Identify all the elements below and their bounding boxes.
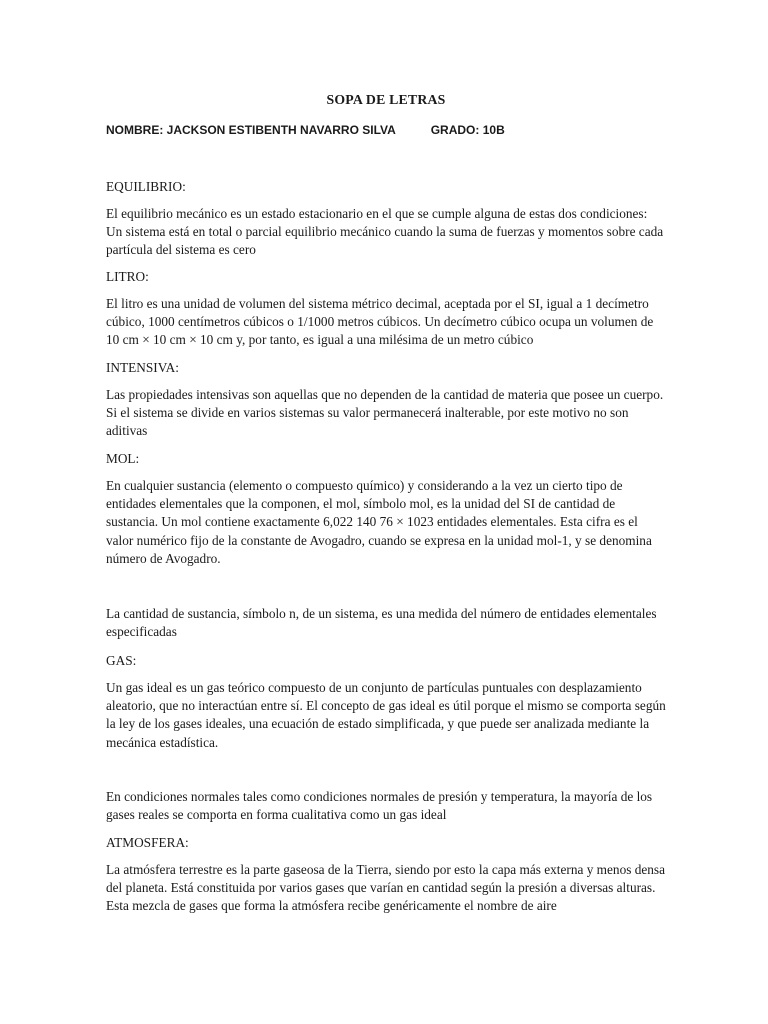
paragraph-mol-2: La cantidad de sustancia, símbolo n, de un sistema, es una medida del número de entidades elementales especificadas bbox=[106, 606, 657, 640]
paragraph-atmosfera: La atmósfera terrestre es la parte gaseosa de la Tierra, siendo por esto la capa más externa y menos densa del planeta. Está constituida por varios gases que varían en cantidad según la presión a diversas alturas. Esta mezcla de gases que forma la atmósfera recibe genéricamente el nombre de aire bbox=[106, 862, 665, 914]
page-title: SOPA DE LETRAS bbox=[326, 92, 446, 107]
paragraph-gas-1: Un gas ideal es un gas teórico compuesto de un conjunto de partículas puntuales con desplazamiento aleatorio, que no interactúan entre sí. El concepto de gas ideal es útil porque el mismo se comporta según la ley de los gases ideales, una ecuación de estado simplificada, y que puede ser analizada mediante la mecánica estadística. bbox=[106, 680, 666, 750]
term-intensiva: INTENSIVA: bbox=[106, 360, 179, 375]
grade-label: GRADO: bbox=[430, 123, 480, 137]
term-litro: LITRO: bbox=[106, 269, 149, 284]
term-gas: GAS: bbox=[106, 653, 137, 668]
name-value: JACKSON ESTIBENTH NAVARRO SILVA bbox=[166, 123, 396, 137]
student-header bbox=[106, 121, 666, 139]
term-equilibrio: EQUILIBRIO: bbox=[106, 179, 186, 194]
paragraph-gas-2: En condiciones normales tales como condiciones normales de presión y temperatura, la mayoría de los gases reales se comporta en forma cualitativa como un gas ideal bbox=[106, 789, 653, 823]
grade-value: 10B bbox=[482, 123, 505, 137]
name-label: NOMBRE: bbox=[106, 123, 164, 137]
term-mol: MOL: bbox=[106, 451, 140, 466]
paragraph-mol-1: En cualquier sustancia (elemento o compuesto químico) y considerando a la vez un cierto tipo de entidades elementales que la componen, el mol, símbolo mol, es la unidad del SI de cantidad de sustancia. Un mol contiene exactamente 6,022 140 76 × 1023 entidades elementales. Esta cifra es el valor numérico fijo de la constante de Avogadro, cuando se expresa en la unidad mol-1, y se denomina número de Avogadro. bbox=[106, 478, 652, 566]
term-atmosfera: ATMOSFERA: bbox=[106, 835, 189, 850]
paragraph-intensiva: Las propiedades intensivas son aquellas que no dependen de la cantidad de materia que posee un cuerpo. Si el sistema se divide en varios sistemas su valor permanecerá inalterable, por este motivo no son aditivas bbox=[106, 387, 664, 439]
paragraph-litro: El litro es una unidad de volumen del sistema métrico decimal, aceptada por el SI, igual a 1 decímetro cúbico, 1000 centímetros cúbicos o 1/1000 metros cúbicos. Un decímetro cúbico ocupa un volumen de 10 cm × 10 cm × 10 cm y, por tanto, es igual a una milésima de un metro cúbico bbox=[106, 296, 654, 348]
paragraph-equilibrio: El equilibrio mecánico es un estado estacionario en el que se cumple alguna de estas dos condiciones: Un sistema está en total o parcial equilibrio mecánico cuando la suma de fuerzas y momentos sobre cada partícula del sistema es cero bbox=[106, 206, 664, 258]
